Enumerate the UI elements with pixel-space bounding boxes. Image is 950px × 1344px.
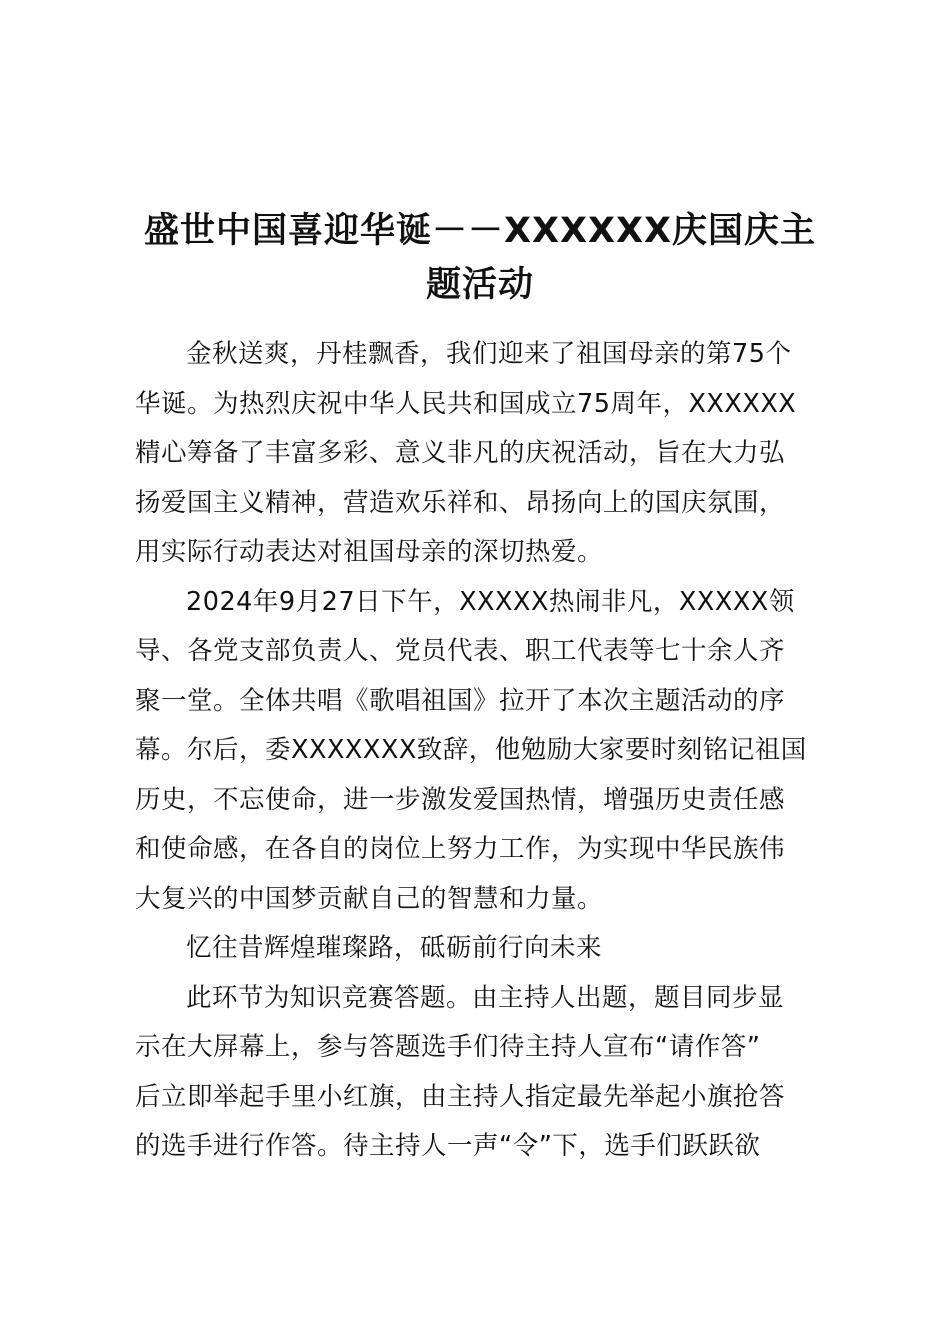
paragraph-intro [135,330,855,578]
text-line: 聚一堂。全体共唱《歌唱祖国》拉开了本次主题活动的序 [135,685,786,716]
text-line: 幕。尔后，委XXXXXXX致辞，他勉励大家要时刻铭记祖国 [135,735,807,765]
text-line: 的选手进行作答。待主持人一声“令”下，选手们跃跃欲 [135,1131,761,1161]
text-line: 大复兴的中国梦贡献自己的智慧和力量。 [135,883,604,914]
text-line: 华诞。为热烈庆祝中华人民共和国成立75周年，XXXXXX [135,388,797,419]
text-line: 此环节为知识竞赛答题。由主持人出题，题目同步显 [186,982,785,1013]
title-line: 题活动 [425,265,534,305]
text-line: 扬爱国主义精神，营造欢乐祥和、昂扬向上的国庆氛围， [135,487,786,518]
text-line: 导、各党支部负责人、党员代表、职工代表等七十余人齐 [135,636,786,666]
document-body [135,330,855,1172]
text-line: 金秋送爽，丹桂飘香，我们迎来了祖国母亲的第75个 [186,339,792,369]
text-line: 2024年9月27日下午，XXXXX热闹非凡，XXXXX领 [186,586,795,617]
document-title [120,204,840,312]
text-line: 和使命感，在各自的岗位上努力工作，为实现中华民族伟 [135,834,786,864]
paragraph-quiz [135,974,855,1172]
text-line: 后立即举起手里小红旗，由主持人指定最先举起小旗抢答 [135,1081,786,1112]
text-line: 忆往昔辉煌璀璨路，砥砺前行向未来 [186,933,603,963]
text-line: 示在大屏幕上，参与答题选手们待主持人宣布“请作答” [135,1032,761,1062]
text-line: 历史，不忘使命，进一步激发爱国热情，增强历史责任感 [135,784,786,815]
text-line: 用实际行动表达对祖国母亲的深切热爱。 [135,537,604,567]
text-line: 精心筹备了丰富多彩、意义非凡的庆祝活动，旨在大力弘 [135,438,786,468]
paragraph-event [135,578,855,925]
section-heading [135,924,855,974]
title-line: 盛世中国喜迎华诞－－XXXXXX庆国庆主 [144,211,816,251]
